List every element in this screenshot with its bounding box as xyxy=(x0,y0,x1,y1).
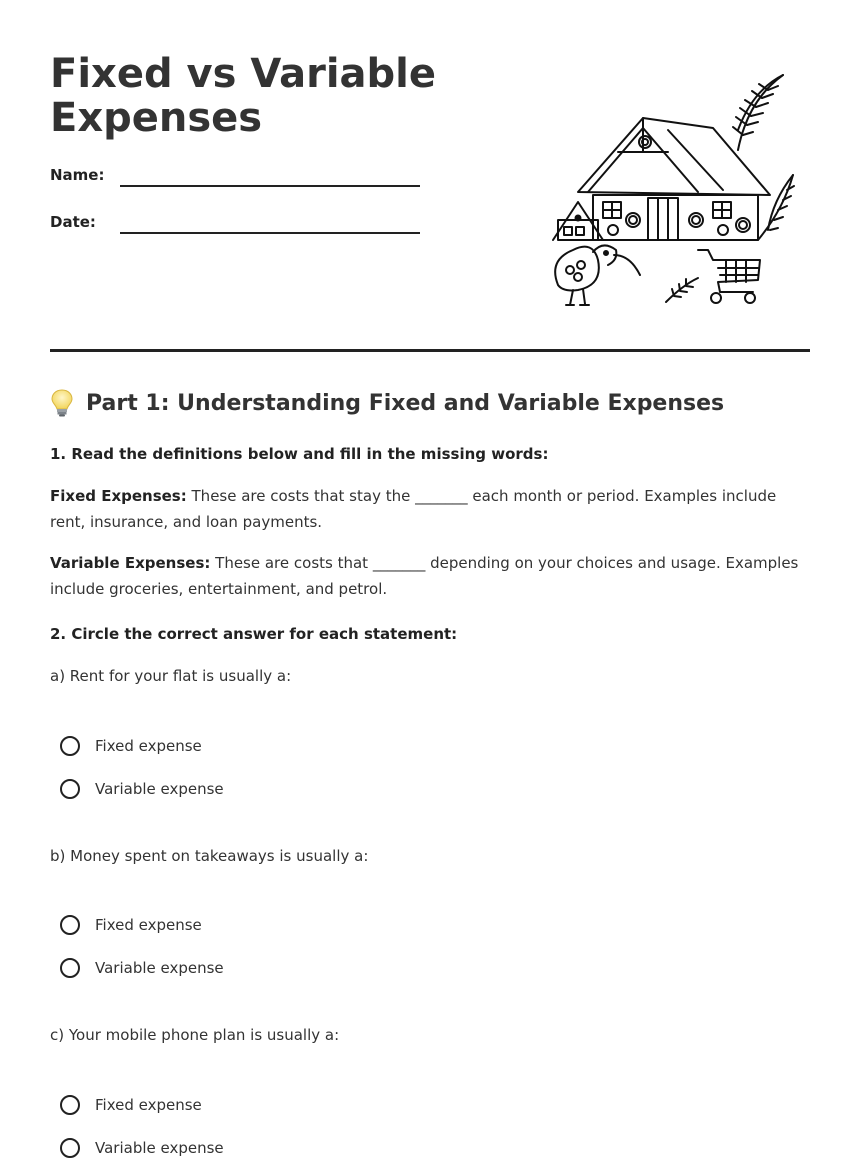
part1-heading-text: Part 1: Understanding Fixed and Variable Expenses xyxy=(86,390,725,416)
section-divider xyxy=(50,349,810,352)
option-c-fixed[interactable] xyxy=(60,1092,202,1118)
statement-b: b) Money spent on takeaways is usually a: xyxy=(50,847,369,865)
radio-circle[interactable] xyxy=(60,915,80,935)
radio-circle[interactable] xyxy=(60,958,80,978)
date-line[interactable] xyxy=(120,232,420,234)
lightbulb-icon xyxy=(50,388,74,418)
option-b-fixed[interactable] xyxy=(60,912,202,938)
radio-circle[interactable] xyxy=(60,1138,80,1158)
option-c-variable[interactable] xyxy=(60,1135,224,1161)
name-label: Name: xyxy=(50,166,105,184)
radio-circle[interactable] xyxy=(60,779,80,799)
kiwi-bird-icon xyxy=(555,245,640,305)
date-field xyxy=(50,213,430,243)
date-label: Date: xyxy=(50,213,96,231)
house-illustration-icon xyxy=(548,70,798,315)
option-label: Variable expense xyxy=(95,959,224,977)
variable-definition xyxy=(50,550,810,602)
page-title: Fixed vs Variable Expenses xyxy=(50,51,436,141)
statement-c: c) Your mobile phone plan is usually a: xyxy=(50,1026,340,1044)
option-label: Fixed expense xyxy=(95,737,202,755)
q2-heading: 2. Circle the correct answer for each statement: xyxy=(50,625,458,643)
statement-a: a) Rent for your flat is usually a: xyxy=(50,667,292,685)
option-label: Fixed expense xyxy=(95,1096,202,1114)
fixed-text: These are costs that stay the _______ each month or period. Examples include rent, insurance, and loan payments. xyxy=(50,487,777,531)
variable-term: Variable Expenses: xyxy=(50,554,211,572)
option-label: Fixed expense xyxy=(95,916,202,934)
variable-text: These are costs that _______ depending on your choices and usage. Examples include groceries, entertainment, and petrol. xyxy=(50,554,799,598)
name-line[interactable] xyxy=(120,185,420,187)
option-label: Variable expense xyxy=(95,780,224,798)
option-a-fixed[interactable] xyxy=(60,733,202,759)
fern-leaf-icon xyxy=(733,75,783,150)
radio-circle[interactable] xyxy=(60,736,80,756)
shopping-cart-icon xyxy=(698,250,760,303)
option-label: Variable expense xyxy=(95,1139,224,1157)
option-b-variable[interactable] xyxy=(60,955,224,981)
radio-circle[interactable] xyxy=(60,1095,80,1115)
fixed-definition xyxy=(50,483,810,535)
fixed-term: Fixed Expenses: xyxy=(50,487,187,505)
q1-heading: 1. Read the definitions below and fill in the missing words: xyxy=(50,445,549,463)
option-a-variable[interactable] xyxy=(60,776,224,802)
part1-heading xyxy=(50,388,724,418)
name-field xyxy=(50,166,430,196)
